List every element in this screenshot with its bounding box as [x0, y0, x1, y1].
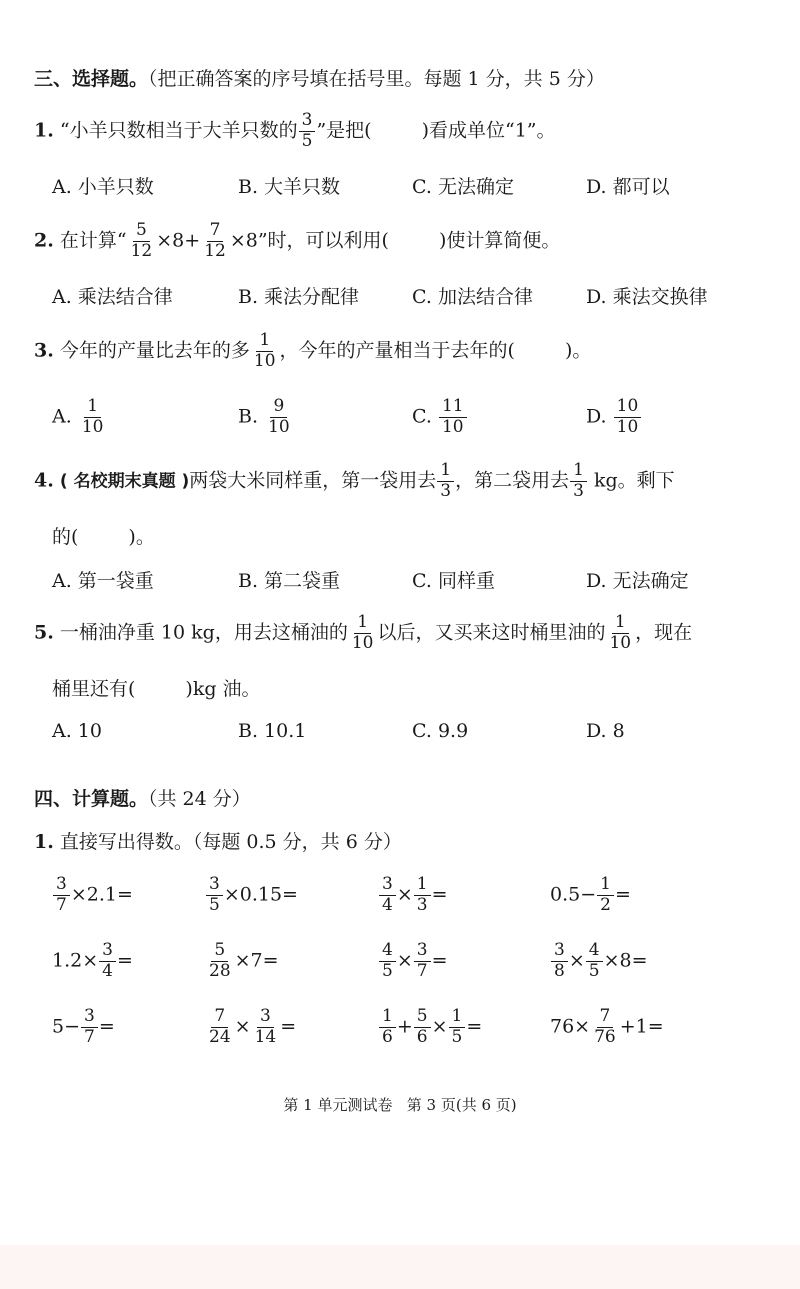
question-text: )使计算简便。	[438, 229, 561, 252]
fraction: $\frac{10}{10}$	[614, 398, 642, 437]
fraction: $\frac{1}{10}$	[609, 612, 632, 653]
bottom-band	[0, 1245, 800, 1289]
fraction: $\frac{5}{12}$	[130, 220, 153, 261]
question-2	[34, 222, 560, 261]
fraction: $\frac{1}{10}$	[81, 396, 104, 437]
question-number: 3.	[34, 339, 54, 362]
footer-unit: 第 1 单元测试卷	[283, 1096, 393, 1114]
question-number: 2.	[34, 229, 54, 252]
calc-r3c4: 76× $\frac{7}{76}$ +1=	[550, 1006, 664, 1047]
fraction: $\frac{11}{10}$	[439, 398, 467, 437]
calc-r1c3: $\frac{3}{4}$ × $\frac{1}{3}$ =	[378, 876, 448, 915]
question-number: 1.	[34, 119, 54, 142]
q1-option-b: B. 大羊只数	[238, 176, 341, 198]
question-4	[34, 462, 675, 501]
question-text: ×8+	[156, 229, 201, 252]
question-5-line2: 桶里还有( )kg 油。	[52, 678, 261, 700]
question-text: 以后，又买来这时桶里油的	[377, 621, 606, 644]
fraction: $\frac{9}{10}$	[268, 396, 290, 437]
q5-option-a: A. 10	[52, 720, 102, 742]
question-3	[34, 332, 591, 371]
footer-page: 第 3 页(共 6 页)	[406, 1096, 517, 1114]
q1-option-a: A. 小羊只数	[52, 176, 154, 198]
q2-option-d: D. 乘法交换律	[586, 286, 708, 308]
q1-option-d: D. 都可以	[586, 176, 670, 198]
section4-sub1: 1. 直接写出得数。（每题 0.5 分，共 6 分）	[34, 831, 402, 853]
fraction: $\frac{3}{5}$	[299, 112, 316, 151]
question-5	[34, 614, 692, 653]
question-number: 5.	[34, 621, 54, 644]
fraction: $\frac{1}{3}$	[437, 462, 454, 501]
q2-option-c: C. 加法结合律	[412, 286, 533, 308]
section3-header	[34, 70, 605, 89]
section3-note: （把正确答案的序号填在括号里。每题 1 分，共 5 分）	[148, 68, 605, 90]
q3-option-d: D. $\frac{10}{10}$	[586, 398, 642, 437]
fraction: $\frac{1}{10}$	[253, 330, 276, 371]
question-text: “小羊只数相当于大羊只数的	[59, 119, 298, 142]
fraction: $\frac{7}{12}$	[204, 220, 226, 261]
calc-r1c1: $\frac{3}{7}$ ×2.1=	[52, 876, 133, 915]
calc-r3c2: $\frac{7}{24}$ × $\frac{3}{14}$ =	[209, 1006, 297, 1047]
q4-option-a: A. 第一袋重	[52, 570, 154, 592]
question-1	[34, 112, 556, 151]
q5-option-c: C. 9.9	[412, 720, 469, 742]
question-text: 今年的产量比去年的多	[59, 339, 250, 362]
calc-r3c3: $\frac{1}{6}$ + $\frac{5}{6}$ × $\frac{1}{5}$ =	[378, 1008, 482, 1047]
q2-option-b: B. 乘法分配律	[238, 286, 360, 308]
question-text: 两袋大米同样重，第一袋用去	[189, 469, 437, 492]
calc-r1c2: $\frac{3}{5}$ ×0.15=	[205, 876, 298, 915]
calc-r2c4: $\frac{3}{8}$ × $\frac{4}{5}$ ×8=	[550, 942, 648, 981]
section4-header	[34, 790, 251, 809]
q2-option-a: A. 乘法结合律	[52, 286, 173, 308]
q3-option-b: B. $\frac{9}{10}$	[238, 398, 294, 437]
q4-option-c: C. 同样重	[412, 570, 495, 592]
question-4-line2: 的( )。	[52, 526, 155, 548]
section3-title: 三、选择题。	[34, 68, 149, 90]
question-text: ，现在	[635, 621, 693, 644]
question-text: 一桶油净重 10 kg，用去这桶油的	[59, 621, 348, 644]
question-text: 在计算“	[59, 229, 127, 252]
question-text: kg。剩下	[587, 469, 675, 492]
calc-r2c1: 1.2× $\frac{3}{4}$ =	[52, 940, 133, 981]
q5-option-d: D. 8	[586, 720, 625, 742]
question-text: ×8”时，可以利用(	[229, 229, 389, 252]
page-footer	[0, 1098, 800, 1113]
question-text: ，第二袋用去	[455, 469, 570, 492]
fraction: $\frac{1}{10}$	[351, 612, 374, 653]
calc-r2c3: $\frac{4}{5}$ × $\frac{3}{7}$ =	[378, 942, 448, 981]
q4-option-d: D. 无法确定	[586, 570, 689, 592]
question-text: ，今年的产量相当于去年的(	[279, 339, 515, 362]
question-number: 4.	[34, 469, 54, 492]
calc-r2c2: $\frac{5}{28}$ ×7=	[209, 940, 279, 981]
q1-option-c: C. 无法确定	[412, 176, 514, 198]
question-text: ”是把(	[316, 119, 372, 142]
question-text: )。	[564, 339, 592, 362]
calc-r1c4: 0.5− $\frac{1}{2}$ =	[550, 874, 631, 915]
exam-tag: ( 名校期末真题 )	[59, 471, 190, 492]
section4-title: 四、计算题。	[34, 788, 149, 810]
q4-option-b: B. 第二袋重	[238, 570, 341, 592]
fraction: $\frac{1}{3}$	[570, 462, 587, 501]
q5-option-b: B. 10.1	[238, 720, 307, 742]
calc-r3c1: 5− $\frac{3}{7}$ =	[52, 1006, 115, 1047]
q3-option-c: C. $\frac{11}{10}$	[412, 398, 468, 437]
question-text: )看成单位“1”。	[421, 119, 556, 142]
q3-option-a: A. $\frac{1}{10}$	[52, 398, 107, 437]
section4-note: （共 24 分）	[148, 788, 251, 810]
